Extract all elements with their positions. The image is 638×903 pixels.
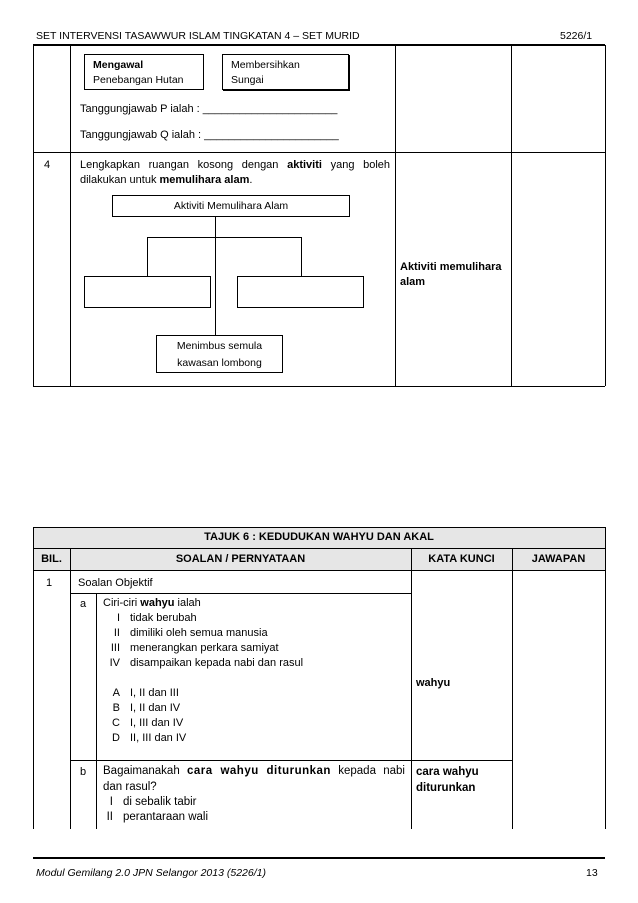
q1b-stem: Bagaimanakah cara wahyu diturunkan kepada nabi dan rasul?	[103, 765, 405, 793]
q4-number: 4	[44, 159, 51, 171]
q1b-letter: b	[80, 766, 87, 778]
table-border	[33, 570, 605, 571]
q1-heading: Soalan Objektif	[78, 577, 153, 589]
list-item: II dimiliki oleh semua manusia	[113, 627, 268, 639]
row-divider	[70, 593, 411, 594]
q4-text: Lengkapkan ruangan kosong dengan aktiviti yang boleh dilakukan untuk memulihara alam.	[80, 159, 390, 186]
row-divider	[33, 152, 605, 153]
option-b[interactable]: B I, II dan IV	[112, 702, 181, 714]
footer-title: Modul Gemilang 2.0 JPN Selangor 2013 (5226/1)	[36, 867, 266, 879]
blank-answer-box-left[interactable]	[84, 276, 211, 308]
diagram-bottom-box: Menimbus semula kawasan lombong	[156, 335, 283, 373]
connector-line	[215, 217, 216, 238]
box-q-line2: Sungai	[231, 74, 264, 86]
list-item: IV disampaikan kepada nabi dan rasul	[109, 657, 304, 669]
table-border	[605, 527, 606, 829]
header-title: SET INTERVENSI TASAWWUR ISLAM TINGKATAN 4 – SET MURID	[36, 30, 360, 42]
option-c[interactable]: C I, III dan IV	[112, 717, 184, 729]
subcol-divider	[96, 593, 97, 829]
q1b-keyword: cara wahyu diturunkan	[416, 766, 479, 794]
table-left-border	[33, 45, 34, 386]
col-divider	[70, 45, 71, 386]
table-top-border	[33, 45, 605, 46]
topic-title: TAJUK 6 : KEDUDUKAN WAHYU DAN AKAL	[204, 531, 434, 543]
q4-keyword: Aktiviti memulihara alam	[400, 261, 502, 288]
connector-line	[215, 237, 216, 335]
connector-line	[147, 237, 148, 276]
col-jawapan: JAWAPAN	[531, 553, 586, 565]
col-divider	[511, 45, 512, 386]
list-item: II perantaraan wali	[106, 811, 209, 823]
table-border	[33, 527, 34, 829]
box-p	[84, 54, 204, 90]
col-kata-kunci: KATA KUNCI	[428, 553, 495, 565]
col-divider	[70, 548, 71, 829]
table-border	[33, 527, 605, 528]
footer-rule	[33, 857, 605, 859]
list-item: I tidak berubah	[116, 612, 197, 624]
table-bottom-border	[33, 386, 605, 387]
resp-q: Tanggungjawab Q ialah : ______________________	[80, 129, 339, 141]
col-divider	[395, 45, 396, 386]
q1a-letter: a	[80, 598, 87, 610]
resp-p: Tanggungjawab P ialah : ______________________	[80, 103, 338, 115]
connector-line	[301, 237, 302, 276]
table-right-border	[605, 45, 606, 386]
box-p-line1: Mengawal	[93, 59, 144, 71]
option-d[interactable]: D II, III dan IV	[112, 732, 187, 744]
option-a[interactable]: A I, II dan III	[112, 687, 179, 699]
q1a-stem: Ciri-ciri wahyu ialah	[103, 597, 201, 609]
col-bil: BIL.	[41, 553, 62, 565]
box-q-line1: Membersihkan	[231, 59, 300, 71]
q1-number: 1	[46, 577, 53, 589]
col-soalan: SOALAN / PERNYATAAN	[175, 553, 306, 565]
col-divider	[512, 548, 513, 829]
row-divider	[70, 760, 512, 761]
diagram-title: Aktiviti Memulihara Alam	[173, 200, 289, 212]
list-item: III menerangkan perkara samiyat	[110, 642, 279, 654]
header-code: 5226/1	[560, 30, 593, 42]
col-divider	[411, 548, 412, 829]
table-border	[33, 548, 605, 549]
box-p-line2: Penebangan Hutan	[93, 74, 184, 86]
connector-line	[147, 237, 302, 238]
diagram-title-box	[112, 195, 350, 217]
blank-answer-box-right[interactable]	[237, 276, 364, 308]
list-item: I di sebalik tabir	[109, 796, 197, 808]
q1a-keyword: wahyu	[416, 677, 451, 689]
page-number: 13	[586, 867, 598, 879]
box-q	[222, 54, 349, 90]
